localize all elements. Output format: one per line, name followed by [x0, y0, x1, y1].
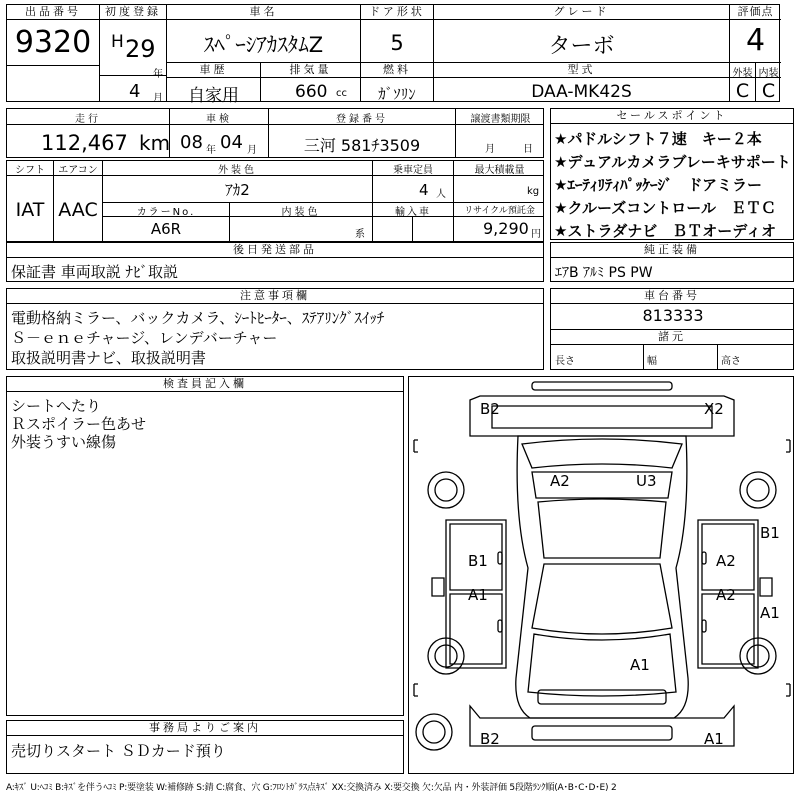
inspection-year: 08	[180, 132, 203, 153]
reg-no-header: 登録番号	[336, 114, 388, 125]
fuel-header: 燃料	[383, 63, 411, 76]
genuine-equipment	[550, 242, 794, 282]
lot-number: 9320	[14, 25, 92, 60]
notes-line-2: Ｓ－ｅｎｅチャージ、レンデバーチャー	[11, 329, 278, 347]
exterior-score: C	[735, 80, 750, 102]
mark-left-front-door: A1	[468, 586, 488, 604]
mileage: 112,467	[41, 131, 128, 155]
shift-header: シフト	[15, 165, 45, 176]
score: 4	[745, 23, 766, 58]
color-no: A6R	[150, 220, 182, 238]
model-header: 型式	[567, 63, 596, 76]
load-header: 最大積載量	[474, 165, 525, 176]
chassis-number: 813333	[642, 306, 704, 325]
inspector-line-3: 外装うすい線傷	[11, 433, 117, 451]
first-reg-header: 初度登録	[100, 5, 166, 20]
notes-header: 注意事項欄	[7, 289, 543, 304]
first-reg-month-unit: 月	[153, 93, 163, 104]
chassis-header: 車台番号	[551, 289, 793, 304]
int-color-unit: 系	[355, 229, 365, 240]
displacement: 660	[295, 82, 328, 102]
selling-point-4: ★クルーズコントロール ＥＴＣ	[554, 199, 776, 217]
inspector-line-1: シートへたり	[11, 397, 102, 415]
transfer-header: 譲渡書類期限	[470, 114, 531, 125]
mark-right-front-door: A2	[716, 586, 736, 604]
color-header: 外装色	[218, 165, 257, 176]
mark-left-rear-door: B1	[468, 552, 488, 570]
reg-no: 三河 581ﾁ3509	[303, 136, 421, 155]
shift: IAT	[15, 199, 45, 221]
mileage-block	[6, 108, 544, 158]
selling-point-5: ★ストラダナビ ＢＴオーディオ	[554, 222, 777, 240]
history-header: 車歴	[199, 63, 228, 76]
office-value: 売切りスタート ＳＤカード預り	[11, 742, 226, 760]
capacity-unit: 人	[436, 189, 446, 200]
mark-roof-right: U3	[636, 472, 657, 490]
mark-rear-right: X2	[704, 400, 724, 418]
ac: AAC	[58, 199, 98, 221]
dims-width: 幅	[647, 356, 657, 367]
notes-line-1: 電動格納ミラー、バックカメラ、ｼｰﾄﾋｰﾀｰ、ｽﾃｱﾘﾝｸﾞｽｲｯﾁ	[11, 309, 385, 327]
recycle-unit: 円	[531, 229, 541, 240]
color: ｱｶ2	[225, 181, 250, 199]
office-header: 事務局よりご案内	[7, 721, 403, 736]
top-block	[6, 4, 780, 106]
recycle-header: リサイクル預託金	[464, 206, 535, 216]
selling-point-2: ★デュアルカメラブレーキサポート	[554, 153, 791, 171]
car-name-header: 車名	[167, 5, 360, 20]
mark-roof-left: A2	[550, 472, 570, 490]
mark-front-left: B2	[480, 730, 500, 748]
capacity-header: 乗車定員	[393, 165, 433, 176]
car-name: ｽﾍﾟｰｼｱｶｽﾀﾑZ	[203, 33, 324, 57]
genuine-header: 純正装備	[551, 243, 793, 258]
capacity: 4	[419, 181, 429, 199]
history: 自家用	[188, 86, 239, 106]
dims-header: 諸元	[551, 330, 793, 345]
first-reg-year-unit: 年	[153, 69, 163, 80]
notes-line-3: 取扱説明書ナビ、取扱説明書	[11, 349, 206, 367]
inspector-header: 検査員記入欄	[7, 377, 403, 392]
score-header: 評価点	[730, 5, 781, 20]
mark-right-fender: A1	[760, 604, 780, 622]
mark-front-right: A1	[704, 730, 724, 748]
selling-point-1: ★パドルシフト７速 キー２本	[554, 130, 762, 148]
mark-rear-left: B2	[480, 400, 500, 418]
later-parts-value: 保証書 車両取説 ﾅﾋﾞ取説	[11, 263, 179, 281]
interior-header: 内装	[758, 68, 779, 79]
grade: ターボ	[548, 34, 615, 59]
inspection-month: 04	[220, 132, 243, 153]
selling-points-header: セールスポイント	[551, 109, 793, 124]
later-parts	[6, 242, 544, 282]
door-type: 5	[390, 31, 404, 55]
dims-length: 長さ	[555, 356, 575, 367]
ac-header: エアコン	[58, 165, 98, 176]
door-header: ドア形状	[361, 5, 433, 20]
inspection-year-unit: 年	[206, 145, 216, 156]
interior-score: C	[761, 80, 776, 102]
transfer-day: 日	[523, 144, 533, 155]
inspector-line-2: Ｒスポイラー色あせ	[11, 415, 147, 433]
chassis-block	[550, 288, 794, 370]
recycle-fee: 9,290	[483, 219, 529, 238]
displacement-header: 排気量	[289, 63, 332, 76]
mileage-header: 走行	[75, 114, 101, 125]
load-unit: kg	[527, 186, 540, 197]
mark-hood: A1	[630, 656, 650, 674]
fuel: ｶﾞｿﾘﾝ	[378, 85, 416, 103]
mark-right-quarter: B1	[760, 524, 780, 542]
int-color-header: 内装色	[281, 207, 321, 218]
transfer-month: 月	[485, 144, 495, 155]
dims-height: 高さ	[721, 356, 741, 367]
model: DAA-MK42S	[531, 82, 632, 102]
selling-point-3: ★ｴｰﾃｨﾘﾃｨﾊﾟｯｹｰｼﾞ ドアミラー	[554, 176, 762, 194]
spec-block	[6, 160, 544, 242]
color-no-header: カラーNo.	[136, 207, 196, 218]
import-header: 輸入車	[395, 207, 431, 218]
mark-right-rear-door: A2	[716, 552, 736, 570]
inspector-notes	[6, 376, 404, 716]
mileage-unit: km	[139, 131, 171, 155]
lot-header: 出品番号	[7, 5, 99, 20]
exterior-header: 外装	[732, 68, 753, 79]
first-reg-year: 29	[125, 35, 156, 63]
displacement-unit: cc	[336, 88, 347, 99]
inspection-header: 車検	[206, 114, 232, 125]
notes	[6, 288, 544, 370]
first-reg-era: H	[111, 32, 124, 52]
selling-points	[550, 108, 794, 240]
genuine-value: ｴｱB ｱﾙﾐ PS PW	[555, 265, 653, 281]
car-diagram	[410, 378, 794, 762]
first-reg-month: 4	[129, 81, 141, 102]
grade-header: グレード	[434, 5, 729, 20]
office-notice	[6, 720, 404, 774]
legend: A:ｷｽﾞ U:ﾍｺﾐ B:ｷｽﾞを伴うﾍｺﾐ P:要塗装 W:補修跡 S:錆 C:腐食、穴 G:ﾌﾛﾝﾄｶﾞﾗｽ点ｷｽﾞ XX:交換済み X:要交換 欠:欠品 内・外装評価 5段階ﾗﾝｸ順(A･B･C･D･E) 2	[6, 783, 617, 793]
inspection-month-unit: 月	[247, 145, 257, 156]
later-parts-header: 後日発送部品	[7, 243, 543, 258]
